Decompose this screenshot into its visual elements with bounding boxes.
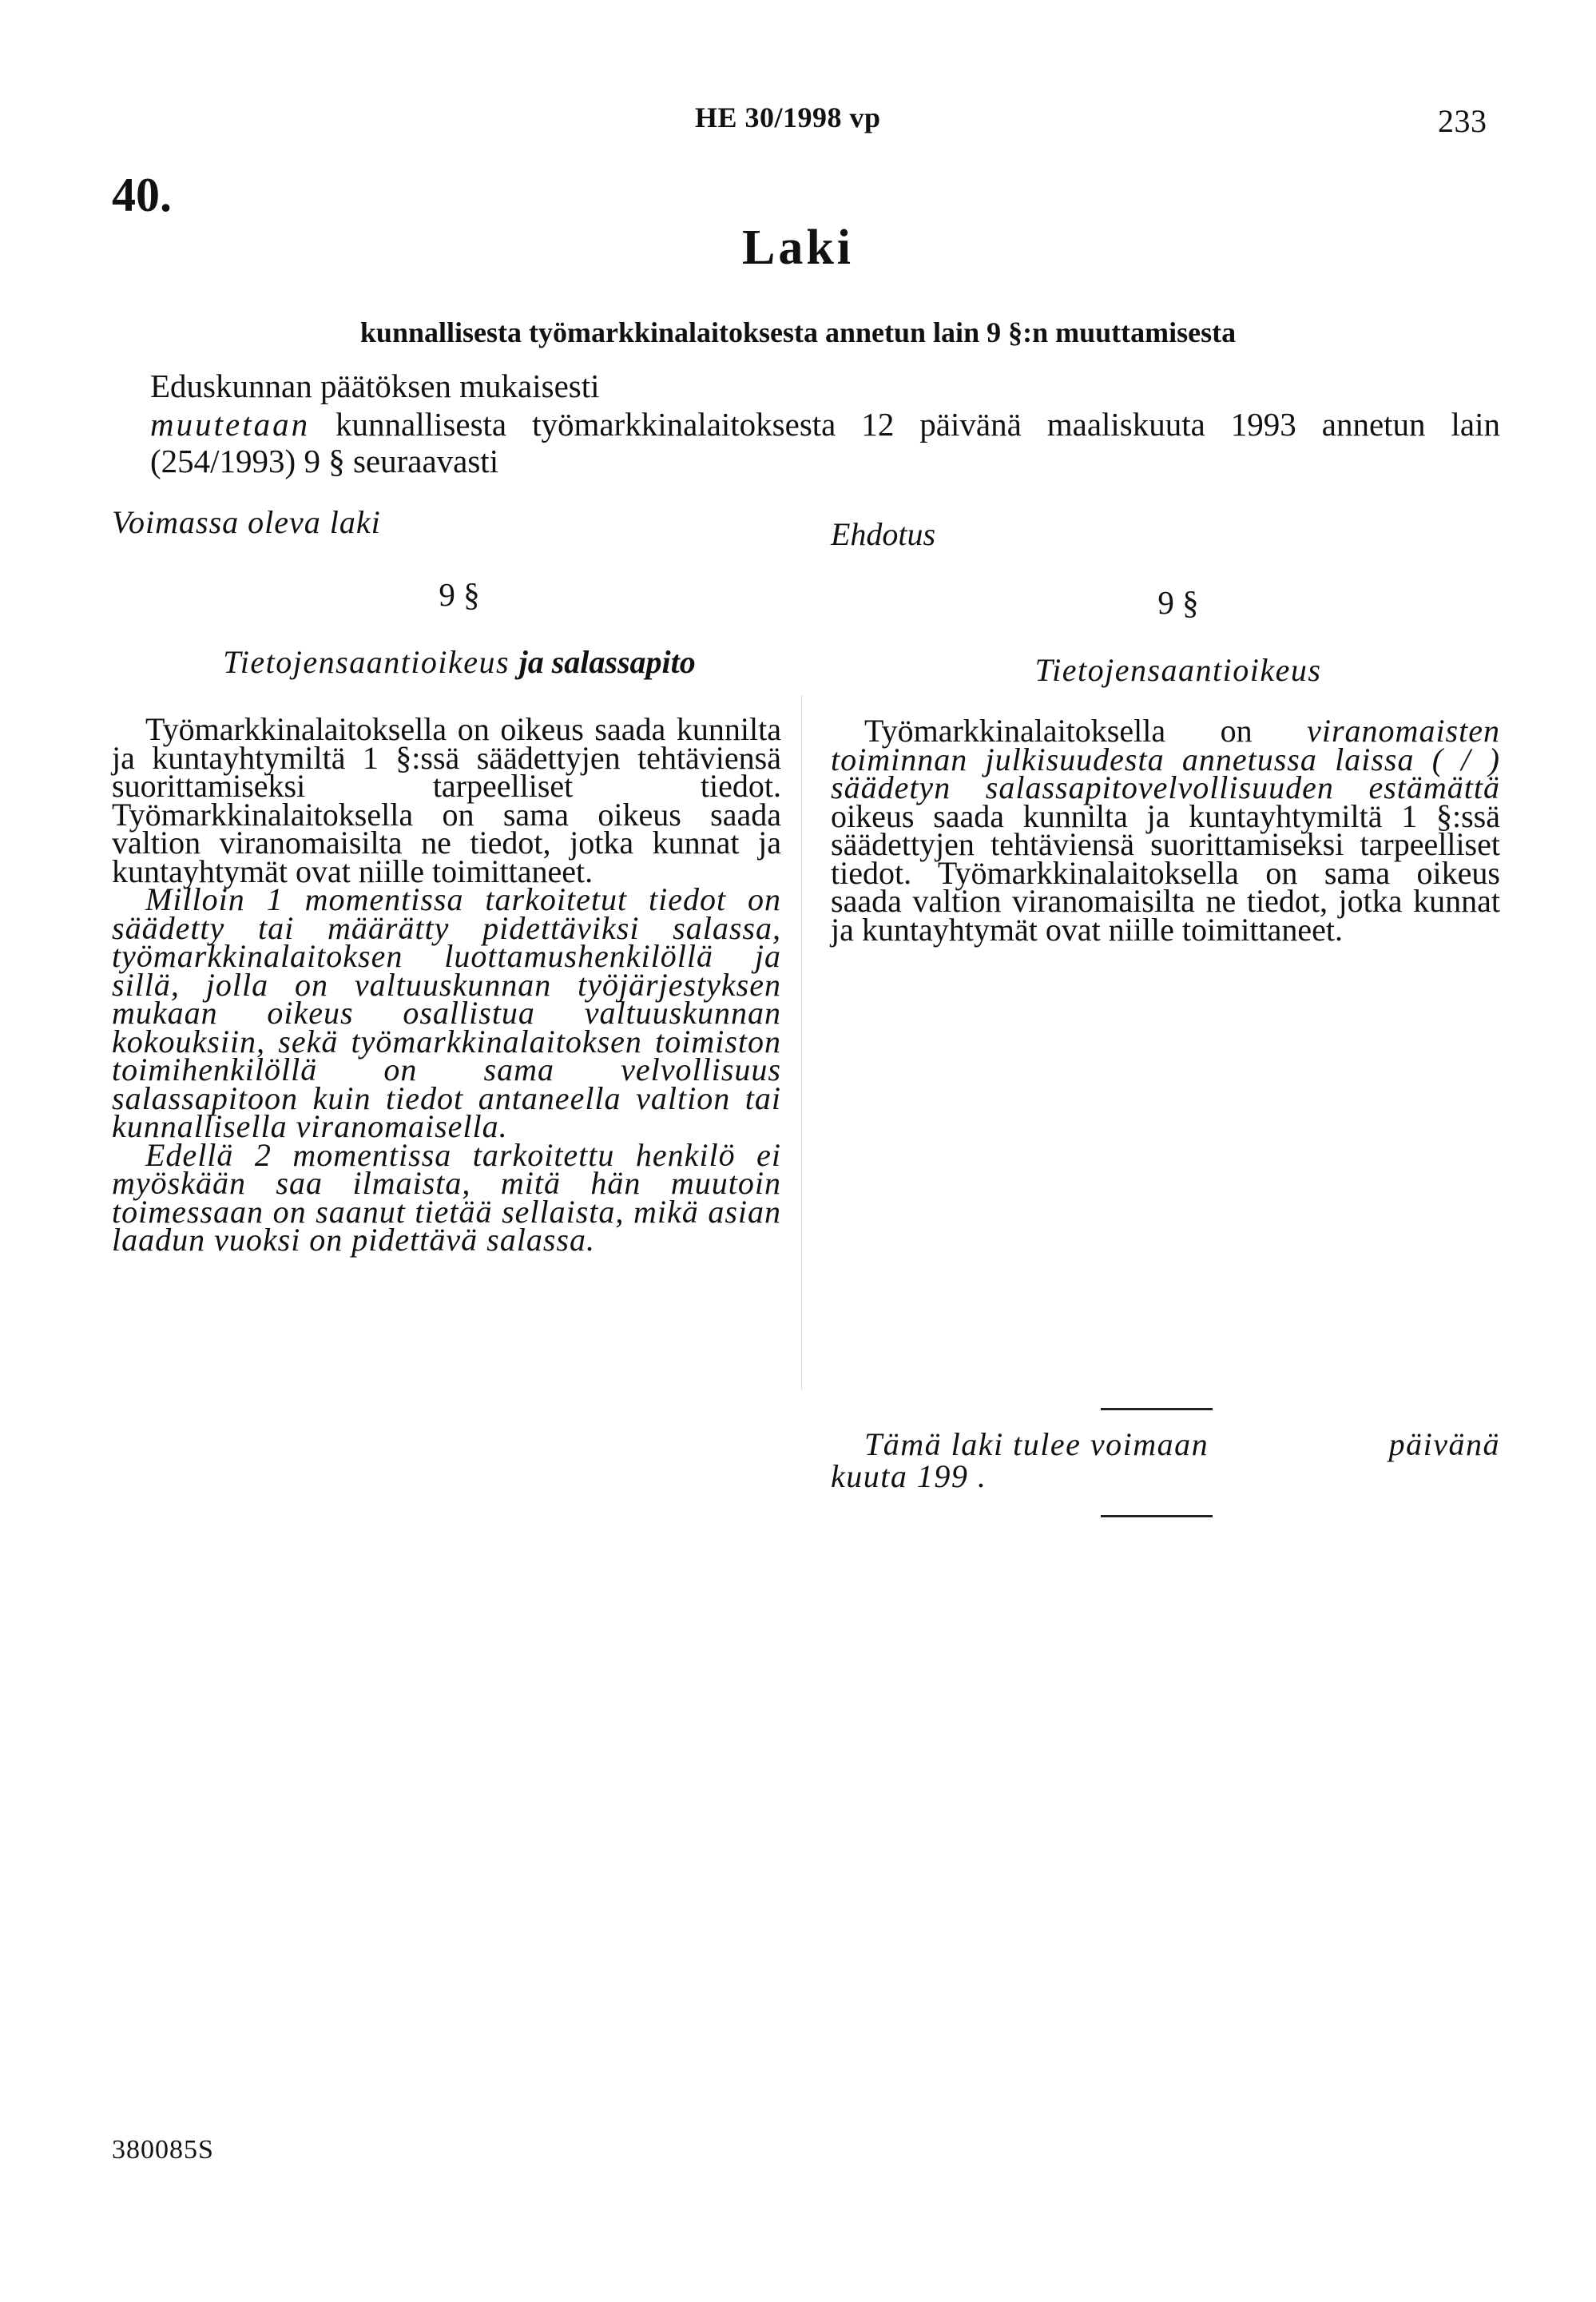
intro-line: Eduskunnan päätöksen mukaisesti <box>150 368 600 404</box>
right-p1-start: Työmarkkinalaitoksella on <box>864 713 1308 749</box>
print-code: 380085S <box>112 2135 214 2165</box>
left-paragraph-2: Milloin 1 momentissa tarkoitetut tiedot on säädetty tai määrätty pidettäviksi salassa, työmarkkinalaitoksen luottamushenkilöllä ja sillä, jolla on valtuuskunnan työjärjestyksen mukaan oikeus osallistua valtuuskunnan kokouksiin, sekä työmarkkinalaitoksen toimiston toimihenkilöllä on sama velvollisuus salassapitoon kuin tiedot antaneella valtion tai kunnallisella viranomaisella. <box>112 881 781 1144</box>
intro-paragraph <box>150 406 1500 479</box>
law-title: Laki <box>741 221 855 275</box>
column-title-proposal: Ehdotus <box>831 516 936 552</box>
law-subtitle: kunnallisesta työmarkkinalaitoksesta annetun lain 9 §:n muuttamisesta <box>359 316 1237 348</box>
entry-into-force-clause <box>831 1426 1500 1494</box>
left-paragraph-3: Edellä 2 momentissa tarkoitettu henkilö ei myöskään saa ilmaista, mitä hän muutoin toimessaan on saanut tietää sellaista, mikä asian laadun vuoksi on pidettävä salassa. <box>112 1136 781 1258</box>
left-section-heading <box>112 643 807 681</box>
right-paragraph-1 <box>831 713 1500 948</box>
right-column-body <box>831 713 1500 948</box>
entry-part-3: kuuta 199 . <box>831 1458 987 1494</box>
separator-rule-bottom <box>1101 1515 1213 1517</box>
column-title-current-law: Voimassa oleva laki <box>112 504 381 540</box>
left-heading-bold: ja salassapito <box>518 644 696 680</box>
right-p1-end: oikeus saada kunnilta ja kuntayhtymiltä 1 §:ssä säädettyjen tehtäviensä suorittamiseksi tarpeelliset tiedot. Työmarkkinalaitoksella on sama oikeus saada valtion viranomaisilta ne tiedot, jotka kunnat ja kuntayhtymät ovat niille toimittaneet. <box>831 797 1500 948</box>
right-section-heading: Tietojensaantioikeus <box>1034 652 1322 688</box>
right-p1-italic: viranomaisten toiminnan julkisuudesta annetussa laissa ( / ) säädetyn salassapitovelvollisuuden estämättä <box>831 713 1500 805</box>
right-section-number: 9 § <box>1157 584 1199 621</box>
left-column-body <box>112 711 781 1258</box>
separator-rule-top <box>1101 1408 1213 1410</box>
left-paragraph-1: Työmarkkinalaitoksella on oikeus saada kunnilta ja kuntayhtymiltä 1 §:ssä säädettyjen tehtäviensä suorittamiseksi tarpeelliset tiedot. Työmarkkinalaitoksella on sama oikeus saada valtion viranomaisilta ne tiedot, jotka kunnat ja kuntayhtymät ovat niille toimittaneet. <box>112 711 781 889</box>
page-number: 233 <box>1438 103 1487 139</box>
column-divider <box>801 695 802 1390</box>
entry-part-2: päivänä <box>1388 1426 1500 1462</box>
intro-rest: kunnallisesta työmarkkinalaitoksesta 12 päivänä maaliskuuta 1993 annetun lain (254/1993) 9 § seuraavasti <box>150 406 1500 479</box>
left-section-number: 9 § <box>439 576 480 613</box>
intro-emphasis: muutetaan <box>150 406 311 443</box>
document-id: HE 30/1998 vp <box>695 101 881 133</box>
law-number: 40. <box>112 169 172 221</box>
left-heading-italic: Tietojensaantioikeus <box>223 644 519 680</box>
entry-part-1: Tämä laki tulee voimaan <box>864 1426 1209 1462</box>
